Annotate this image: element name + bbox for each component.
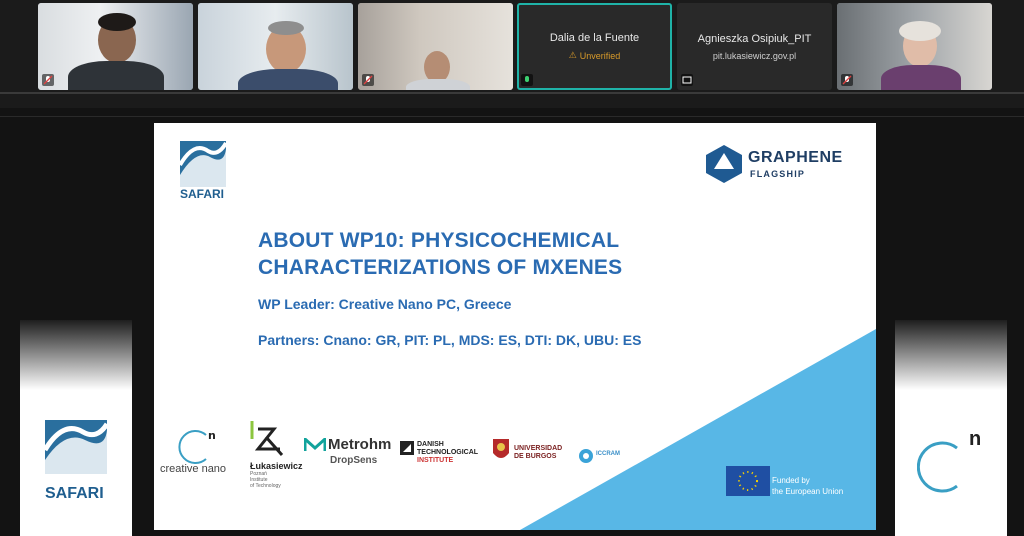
participant-body <box>881 65 961 90</box>
participant-tile-active[interactable] <box>517 3 672 90</box>
iccram-logo-icon <box>578 448 594 464</box>
mic-muted-icon <box>362 74 374 86</box>
creative-nano-superscript: n <box>969 428 982 450</box>
graphene-label: GRAPHENE <box>748 149 843 166</box>
participant-body <box>68 61 164 90</box>
safari-logo-icon <box>180 141 226 187</box>
dropsens-label: DropSens <box>330 455 378 466</box>
creative-nano-label: creative nano <box>160 463 227 475</box>
participant-tile[interactable] <box>677 3 832 90</box>
participant-tile[interactable] <box>837 3 992 90</box>
creative-nano-logo-icon <box>176 429 216 465</box>
dti-label: DANISH TECHNOLOGICAL INSTITUTE <box>417 441 479 464</box>
participant-body <box>406 79 470 90</box>
verification-status: ⚠ Unverified <box>568 50 621 61</box>
wp-leader-text: WP Leader: Creative Nano PC, Greece <box>258 296 512 312</box>
lukasiewicz-label: Łukasiewicz <box>250 461 303 471</box>
burgos-crest-icon <box>491 435 511 463</box>
metrohm-label: Metrohm <box>328 436 392 453</box>
flagship-label: FLAGSHIP <box>750 169 806 179</box>
safari-label: SAFARI <box>180 187 225 201</box>
presentation-slide <box>154 123 876 530</box>
mic-icon <box>521 74 533 86</box>
burgos-label: UNIVERSIDAD DE BURGOS <box>514 445 563 460</box>
participant-tile[interactable] <box>358 3 513 90</box>
warning-icon: ⚠ <box>568 50 577 60</box>
participant-domain: pit.lukasiewicz.gov.pl <box>712 50 797 61</box>
participant-hair <box>98 13 136 31</box>
safari-label: SAFARI <box>45 485 104 502</box>
eu-funding-label: Funded by the European Union <box>772 476 844 496</box>
metrohm-logo-icon <box>304 438 326 452</box>
graphene-flagship-logo-icon <box>706 145 742 183</box>
partners-text: Partners: Cnano: GR, PIT: PL, MDS: ES, DTI: DK, UBU: ES <box>258 332 642 348</box>
participant-hair <box>268 21 304 35</box>
svg-text:n: n <box>208 429 216 442</box>
mic-muted-icon <box>841 74 853 86</box>
participant-name: Agnieszka Osipiuk_PIT <box>697 32 812 45</box>
participant-body <box>238 69 338 90</box>
participant-hair <box>899 21 941 41</box>
participant-tile[interactable] <box>38 3 193 90</box>
lukasiewicz-logo-icon <box>250 419 284 459</box>
participant-tile[interactable] <box>198 3 353 90</box>
lukasiewicz-sub-label: Poznań Institute of Technology <box>250 471 281 489</box>
safari-logo-icon <box>45 420 107 484</box>
dti-logo-icon <box>400 441 414 455</box>
slide-title: ABOUT WP10: PHYSICOCHEMICAL CHARACTERIZATIONS OF MXENES <box>258 229 623 279</box>
creative-nano-logo-icon <box>917 438 967 496</box>
divider <box>0 92 1024 94</box>
side-panel-right <box>895 320 1007 536</box>
iccram-label: ICCRAM <box>596 451 620 457</box>
divider <box>0 116 1024 117</box>
side-panel-left <box>20 320 132 536</box>
mic-muted-icon <box>42 74 54 86</box>
screen-icon <box>681 74 693 86</box>
eu-flag-icon <box>726 466 770 496</box>
participant-name: Dalia de la Fuente <box>549 32 640 44</box>
